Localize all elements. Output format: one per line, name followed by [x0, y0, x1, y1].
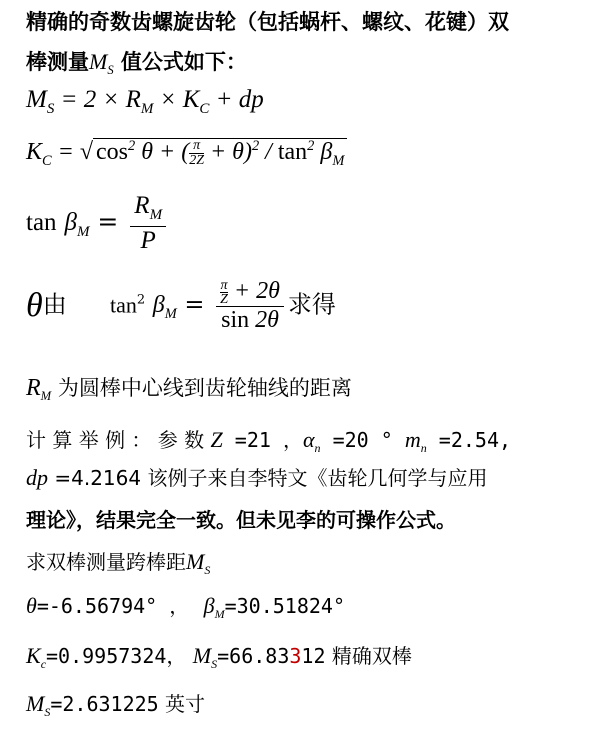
- title-line-2: 棒测量$M_S$ 值公式如下：: [26, 49, 247, 78]
- formula-tan: $\tan \beta_M$ = $\frac{R_M}{P}$: [26, 192, 170, 255]
- formula-kc: $K_C$ = √ $\cos^2 \theta$ + ( $\frac{\pi}{2Z}$ + $\theta)^2 / \tan^2 \beta_M$: [26, 138, 347, 170]
- results-heading: 求双棒测量跨棒距$M_S$: [26, 549, 211, 577]
- rm-description: $R_M$ 为圆棒中心线到齿轮轴线的距离: [26, 375, 352, 404]
- highlight-digit: 3: [289, 644, 302, 668]
- example-line-2: dp =4.2164 该例子来自李特文《齿轮几何学与应用: [26, 465, 488, 490]
- kc-ms-values: $K_c=0.9957324$， $M_S=66.83312$ 精确双棒: [26, 643, 412, 671]
- theta-beta-values: θ=-6.56794° ， $\beta_M=30.51824^\circ$: [26, 593, 346, 621]
- formula-ms: $M_S = 2 \times R_M \times K_C$ + dp: [26, 86, 264, 117]
- title-line-1: 精确的奇数齿螺旋齿轮（包括蜗杆、螺纹、花键）双: [26, 10, 509, 34]
- example-line-3: 理论》，结果完全一致。但未见李的可操作公式。: [26, 508, 456, 532]
- example-line-1: 计 算 举 例 ： 参 数 Z =21 ，$\alpha_n =20$ ° $m_n =2.54$,: [26, 427, 512, 455]
- formula-theta: θ由 $\tan^2 \beta_M$ = $\frac{\pi}{Z}$ + 2θ sin 2θ 求得: [26, 277, 336, 333]
- ms-inch-value: $M_S=2.631225$ 英寸: [26, 691, 206, 719]
